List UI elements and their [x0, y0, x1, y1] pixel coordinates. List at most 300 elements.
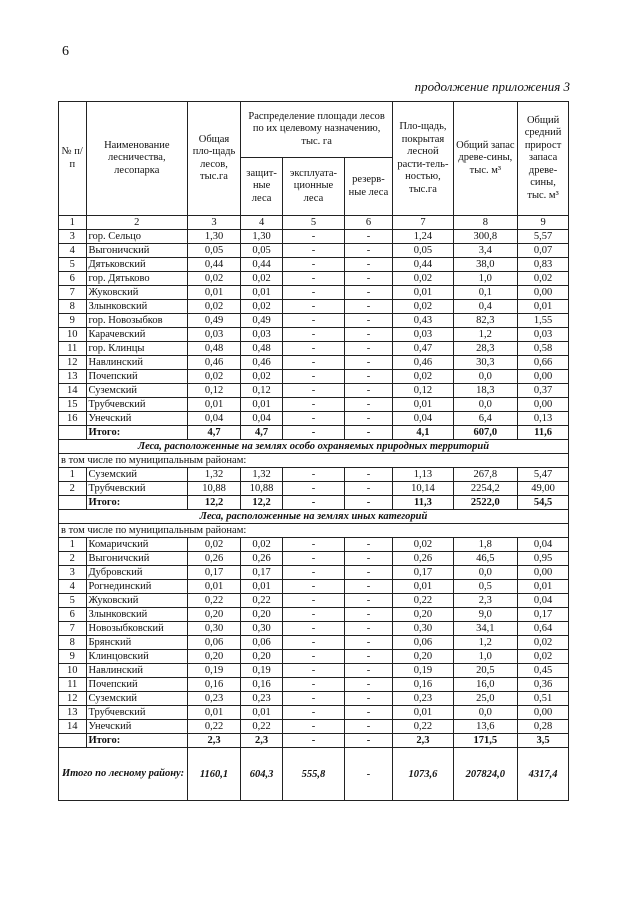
cell-protective: 0,01 — [240, 706, 282, 720]
section-subtitle — [59, 454, 569, 468]
cell-covered-area: 0,20 — [393, 650, 453, 664]
cell-exploitation: - — [283, 734, 344, 748]
cell-exploitation: - — [283, 286, 344, 300]
cell-reserve: - — [344, 412, 393, 426]
section-subtitle — [59, 524, 569, 538]
cell-name: Итого: — [86, 734, 188, 748]
table-row — [59, 594, 569, 608]
cell-reserve: - — [344, 314, 393, 328]
cell-number: 1 — [59, 468, 87, 482]
cell-number: 12 — [59, 692, 87, 706]
cell-growth: 11,6 — [518, 426, 569, 440]
cell-exploitation: - — [283, 678, 344, 692]
continuation-caption: продолжение приложения 3 — [414, 79, 570, 94]
cell-name: Унечский — [86, 412, 188, 426]
cell-exploitation: - — [283, 482, 344, 496]
cell-name: Итого: — [86, 426, 188, 440]
cell-reserve: - — [344, 748, 393, 801]
cell-total-area: 0,22 — [188, 720, 241, 734]
cell-total-area: 12,2 — [188, 496, 241, 510]
cell-name: Комаричский — [86, 538, 188, 552]
table-row — [59, 468, 569, 482]
cell-growth: 9 — [518, 216, 569, 230]
grand-total-label: Итого по лесному району: — [59, 748, 188, 801]
cell-covered-area: 0,04 — [393, 412, 453, 426]
section-title-text: Леса, расположенные на землях иных категорий — [59, 510, 569, 524]
page-number: 6 — [62, 44, 69, 59]
cell-growth: 49,00 — [518, 482, 569, 496]
header-distribution: Распределение площади лесов по их целевому назначению, тыс. га — [240, 102, 392, 158]
cell-growth: 0,02 — [518, 636, 569, 650]
cell-name: 2 — [86, 216, 188, 230]
cell-exploitation: - — [283, 272, 344, 286]
cell-exploitation: - — [283, 566, 344, 580]
cell-total-area: 0,02 — [188, 300, 241, 314]
cell-number: 9 — [59, 650, 87, 664]
cell-protective: 0,44 — [240, 258, 282, 272]
cell-protective: 0,02 — [240, 300, 282, 314]
header-stock: Общий запас древе-сины, тыс. м³ — [453, 102, 518, 216]
cell-protective: 0,04 — [240, 412, 282, 426]
section-subtitle-text: в том числе по муниципальным районам: — [59, 454, 569, 468]
cell-growth: 0,45 — [518, 664, 569, 678]
cell-reserve: - — [344, 552, 393, 566]
cell-number: 10 — [59, 328, 87, 342]
cell-stock: 8 — [453, 216, 518, 230]
cell-name: Жуковский — [86, 286, 188, 300]
cell-protective: 0,01 — [240, 580, 282, 594]
cell-covered-area: 4,1 — [393, 426, 453, 440]
cell-number: 11 — [59, 678, 87, 692]
cell-growth: 0,00 — [518, 706, 569, 720]
cell-growth: 0,28 — [518, 720, 569, 734]
table-row — [59, 552, 569, 566]
cell-total-area: 0,02 — [188, 538, 241, 552]
cell-exploitation: - — [283, 300, 344, 314]
cell-stock: 0,0 — [453, 706, 518, 720]
cell-exploitation: - — [283, 412, 344, 426]
cell-growth: 0,58 — [518, 342, 569, 356]
cell-total-area: 2,3 — [188, 734, 241, 748]
cell-stock: 2254,2 — [453, 482, 518, 496]
cell-exploitation: 5 — [283, 216, 344, 230]
cell-growth: 0,02 — [518, 650, 569, 664]
cell-protective: 4 — [240, 216, 282, 230]
cell-growth: 5,57 — [518, 230, 569, 244]
cell-stock: 28,3 — [453, 342, 518, 356]
cell-protective: 0,46 — [240, 356, 282, 370]
cell-growth: 3,5 — [518, 734, 569, 748]
cell-covered-area: 0,16 — [393, 678, 453, 692]
cell-total-area: 4,7 — [188, 426, 241, 440]
cell-covered-area: 0,30 — [393, 622, 453, 636]
cell-exploitation: - — [283, 608, 344, 622]
cell-total-area: 0,48 — [188, 342, 241, 356]
grand-total-row — [59, 748, 569, 801]
cell-growth: 0,02 — [518, 272, 569, 286]
table-row — [59, 230, 569, 244]
cell-growth: 0,00 — [518, 398, 569, 412]
cell-reserve: - — [344, 566, 393, 580]
cell-total-area: 0,44 — [188, 258, 241, 272]
table-row — [59, 412, 569, 426]
cell-number: 14 — [59, 384, 87, 398]
cell-stock: 267,8 — [453, 468, 518, 482]
cell-total-area: 1160,1 — [188, 748, 241, 801]
cell-covered-area: 0,02 — [393, 370, 453, 384]
cell-name: Брянский — [86, 636, 188, 650]
cell-reserve: - — [344, 622, 393, 636]
table-row — [59, 482, 569, 496]
cell-protective: 0,16 — [240, 678, 282, 692]
cell-protective: 0,03 — [240, 328, 282, 342]
cell-stock: 1,2 — [453, 636, 518, 650]
table-header — [59, 102, 569, 216]
cell-stock: 16,0 — [453, 678, 518, 692]
cell-exploitation: - — [283, 594, 344, 608]
cell-stock: 34,1 — [453, 622, 518, 636]
cell-reserve: - — [344, 594, 393, 608]
header-covered-area: Пло-щадь, покрытая лесной расти-тель-ностью, тыс.га — [393, 102, 453, 216]
column-index-row — [59, 216, 569, 230]
cell-name: гор. Дятьково — [86, 272, 188, 286]
header-number: № п/п — [59, 102, 87, 216]
header-name: Наименование лесничества, лесопарка — [86, 102, 188, 216]
cell-stock: 0,0 — [453, 566, 518, 580]
cell-growth: 0,37 — [518, 384, 569, 398]
cell-covered-area: 10,14 — [393, 482, 453, 496]
table-row — [59, 272, 569, 286]
header-total-area: Общая пло-щадь лесов, тыс.га — [188, 102, 241, 216]
cell-covered-area: 0,22 — [393, 720, 453, 734]
cell-covered-area: 0,06 — [393, 636, 453, 650]
table-row — [59, 664, 569, 678]
cell-covered-area: 0,01 — [393, 580, 453, 594]
cell-reserve: - — [344, 370, 393, 384]
cell-stock: 9,0 — [453, 608, 518, 622]
cell-covered-area: 0,12 — [393, 384, 453, 398]
cell-stock: 6,4 — [453, 412, 518, 426]
cell-growth: 0,36 — [518, 678, 569, 692]
cell-covered-area: 0,19 — [393, 664, 453, 678]
cell-covered-area: 0,01 — [393, 398, 453, 412]
cell-number: 8 — [59, 300, 87, 314]
cell-stock: 2522,0 — [453, 496, 518, 510]
cell-covered-area: 1,13 — [393, 468, 453, 482]
cell-stock: 0,0 — [453, 398, 518, 412]
cell-total-area: 0,26 — [188, 552, 241, 566]
cell-name: Выгоничский — [86, 244, 188, 258]
cell-growth: 0,00 — [518, 286, 569, 300]
cell-growth: 0,13 — [518, 412, 569, 426]
cell-protective: 0,05 — [240, 244, 282, 258]
cell-name: Карачевский — [86, 328, 188, 342]
cell-growth: 5,47 — [518, 468, 569, 482]
cell-name: Новозыбковский — [86, 622, 188, 636]
header-growth: Общий средний прирост запаса древе-сины, тыс. м³ — [518, 102, 569, 216]
cell-number: 14 — [59, 720, 87, 734]
cell-covered-area: 11,3 — [393, 496, 453, 510]
cell-exploitation: - — [283, 398, 344, 412]
cell-protective: 0,26 — [240, 552, 282, 566]
cell-covered-area: 0,43 — [393, 314, 453, 328]
cell-covered-area: 0,02 — [393, 538, 453, 552]
table-row — [59, 678, 569, 692]
cell-exploitation: - — [283, 468, 344, 482]
table-row — [59, 720, 569, 734]
cell-number: 16 — [59, 412, 87, 426]
cell-name: Трубчевский — [86, 398, 188, 412]
cell-name: Злынковский — [86, 300, 188, 314]
cell-growth: 1,55 — [518, 314, 569, 328]
cell-protective: 0,02 — [240, 370, 282, 384]
cell-covered-area: 0,05 — [393, 244, 453, 258]
cell-total-area: 0,19 — [188, 664, 241, 678]
cell-reserve: - — [344, 342, 393, 356]
cell-total-area: 0,01 — [188, 398, 241, 412]
cell-protective: 0,06 — [240, 636, 282, 650]
cell-number: 11 — [59, 342, 87, 356]
cell-exploitation: - — [283, 622, 344, 636]
cell-reserve: - — [344, 482, 393, 496]
cell-protective: 0,12 — [240, 384, 282, 398]
cell-number: 1 — [59, 538, 87, 552]
cell-stock: 607,0 — [453, 426, 518, 440]
cell-total-area: 1,32 — [188, 468, 241, 482]
cell-name: гор. Сельцо — [86, 230, 188, 244]
cell-covered-area: 7 — [393, 216, 453, 230]
table-body — [59, 216, 569, 801]
cell-stock: 20,5 — [453, 664, 518, 678]
cell-number: 6 — [59, 608, 87, 622]
cell-reserve: - — [344, 706, 393, 720]
cell-reserve: - — [344, 230, 393, 244]
cell-covered-area: 0,03 — [393, 328, 453, 342]
cell-reserve: - — [344, 272, 393, 286]
total-row — [59, 496, 569, 510]
cell-stock: 3,4 — [453, 244, 518, 258]
cell-total-area: 0,03 — [188, 328, 241, 342]
cell-exploitation: - — [283, 384, 344, 398]
cell-exploitation: - — [283, 538, 344, 552]
header-reserve: резерв-ные леса — [344, 158, 393, 216]
cell-reserve: - — [344, 636, 393, 650]
cell-total-area: 0,04 — [188, 412, 241, 426]
cell-reserve: - — [344, 496, 393, 510]
table-row — [59, 706, 569, 720]
total-row — [59, 426, 569, 440]
cell-growth: 0,00 — [518, 566, 569, 580]
cell-growth: 0,04 — [518, 594, 569, 608]
cell-stock: 0,1 — [453, 286, 518, 300]
cell-exploitation: - — [283, 314, 344, 328]
cell-name: Выгоничский — [86, 552, 188, 566]
cell-reserve: - — [344, 608, 393, 622]
cell-reserve: - — [344, 580, 393, 594]
cell-reserve: - — [344, 692, 393, 706]
cell-exploitation: - — [283, 370, 344, 384]
cell-growth: 0,01 — [518, 300, 569, 314]
cell-protective: 0,17 — [240, 566, 282, 580]
cell-covered-area: 0,44 — [393, 258, 453, 272]
table-row — [59, 356, 569, 370]
cell-name: Трубчевский — [86, 706, 188, 720]
section-subtitle-text: в том числе по муниципальным районам: — [59, 524, 569, 538]
cell-growth: 0,51 — [518, 692, 569, 706]
table-row — [59, 370, 569, 384]
cell-exploitation: - — [283, 692, 344, 706]
cell-name: Трубчевский — [86, 482, 188, 496]
cell-growth: 0,07 — [518, 244, 569, 258]
cell-protective: 0,19 — [240, 664, 282, 678]
cell-name: Суземский — [86, 468, 188, 482]
cell-total-area: 0,49 — [188, 314, 241, 328]
cell-stock: 207824,0 — [453, 748, 518, 801]
forest-area-table — [58, 101, 569, 801]
cell-total-area: 0,30 — [188, 622, 241, 636]
cell-protective: 4,7 — [240, 426, 282, 440]
cell-covered-area: 1,24 — [393, 230, 453, 244]
cell-total-area: 0,01 — [188, 706, 241, 720]
cell-number: 1 — [59, 216, 87, 230]
cell-reserve: - — [344, 426, 393, 440]
cell-stock: 25,0 — [453, 692, 518, 706]
cell-total-area: 1,30 — [188, 230, 241, 244]
cell-total-area: 0,20 — [188, 650, 241, 664]
cell-exploitation: - — [283, 426, 344, 440]
cell-growth: 0,66 — [518, 356, 569, 370]
cell-exploitation: - — [283, 244, 344, 258]
cell-covered-area: 0,02 — [393, 272, 453, 286]
cell-stock: 13,6 — [453, 720, 518, 734]
cell-reserve: - — [344, 734, 393, 748]
cell-number — [59, 496, 87, 510]
cell-name: Навлинский — [86, 664, 188, 678]
cell-reserve: 6 — [344, 216, 393, 230]
header-protective: защит-ные леса — [240, 158, 282, 216]
cell-protective: 1,30 — [240, 230, 282, 244]
cell-exploitation: - — [283, 706, 344, 720]
cell-total-area: 0,12 — [188, 384, 241, 398]
cell-exploitation: - — [283, 580, 344, 594]
cell-stock: 18,3 — [453, 384, 518, 398]
table-row — [59, 692, 569, 706]
cell-reserve: - — [344, 468, 393, 482]
cell-growth: 0,00 — [518, 370, 569, 384]
cell-covered-area: 0,47 — [393, 342, 453, 356]
cell-number: 9 — [59, 314, 87, 328]
cell-exploitation: - — [283, 258, 344, 272]
cell-total-area: 0,02 — [188, 272, 241, 286]
cell-growth: 0,04 — [518, 538, 569, 552]
cell-reserve: - — [344, 650, 393, 664]
cell-reserve: - — [344, 244, 393, 258]
table-row — [59, 286, 569, 300]
cell-number: 3 — [59, 230, 87, 244]
cell-covered-area: 1073,6 — [393, 748, 453, 801]
cell-protective: 0,23 — [240, 692, 282, 706]
cell-protective: 0,02 — [240, 538, 282, 552]
cell-total-area: 3 — [188, 216, 241, 230]
cell-total-area: 0,23 — [188, 692, 241, 706]
cell-protective: 0,20 — [240, 608, 282, 622]
table-row — [59, 650, 569, 664]
cell-name: Клинцовский — [86, 650, 188, 664]
cell-exploitation: - — [283, 664, 344, 678]
cell-growth: 0,83 — [518, 258, 569, 272]
cell-number — [59, 734, 87, 748]
cell-stock: 300,8 — [453, 230, 518, 244]
cell-number: 2 — [59, 482, 87, 496]
cell-number — [59, 426, 87, 440]
table-row — [59, 342, 569, 356]
cell-name: Итого: — [86, 496, 188, 510]
cell-number: 6 — [59, 272, 87, 286]
cell-growth: 0,17 — [518, 608, 569, 622]
table-row — [59, 566, 569, 580]
cell-protective: 604,3 — [240, 748, 282, 801]
cell-number: 15 — [59, 398, 87, 412]
table-row — [59, 384, 569, 398]
cell-protective: 0,02 — [240, 272, 282, 286]
cell-name: Почепский — [86, 678, 188, 692]
cell-protective: 0,22 — [240, 720, 282, 734]
cell-exploitation: - — [283, 636, 344, 650]
cell-protective: 0,20 — [240, 650, 282, 664]
cell-name: Рогнединский — [86, 580, 188, 594]
cell-growth: 0,64 — [518, 622, 569, 636]
cell-covered-area: 0,22 — [393, 594, 453, 608]
cell-growth: 0,95 — [518, 552, 569, 566]
cell-total-area: 0,06 — [188, 636, 241, 650]
cell-name: Унечский — [86, 720, 188, 734]
table-row — [59, 300, 569, 314]
cell-covered-area: 2,3 — [393, 734, 453, 748]
cell-stock: 0,4 — [453, 300, 518, 314]
table-row — [59, 636, 569, 650]
cell-total-area: 0,05 — [188, 244, 241, 258]
table-row — [59, 244, 569, 258]
cell-exploitation: - — [283, 552, 344, 566]
cell-number: 10 — [59, 664, 87, 678]
cell-number: 4 — [59, 580, 87, 594]
cell-reserve: - — [344, 664, 393, 678]
cell-name: Дубровский — [86, 566, 188, 580]
cell-number: 13 — [59, 706, 87, 720]
cell-covered-area: 0,46 — [393, 356, 453, 370]
cell-number: 13 — [59, 370, 87, 384]
cell-total-area: 0,22 — [188, 594, 241, 608]
cell-growth: 0,01 — [518, 580, 569, 594]
cell-total-area: 0,01 — [188, 580, 241, 594]
section-title — [59, 440, 569, 454]
cell-total-area: 0,17 — [188, 566, 241, 580]
table-row — [59, 314, 569, 328]
cell-stock: 1,0 — [453, 650, 518, 664]
cell-stock: 82,3 — [453, 314, 518, 328]
cell-covered-area: 0,26 — [393, 552, 453, 566]
cell-name: Дятьковский — [86, 258, 188, 272]
cell-protective: 0,01 — [240, 286, 282, 300]
cell-stock: 171,5 — [453, 734, 518, 748]
cell-protective: 0,22 — [240, 594, 282, 608]
cell-reserve: - — [344, 356, 393, 370]
cell-protective: 12,2 — [240, 496, 282, 510]
cell-total-area: 10,88 — [188, 482, 241, 496]
cell-total-area: 0,46 — [188, 356, 241, 370]
cell-stock: 46,5 — [453, 552, 518, 566]
cell-covered-area: 0,23 — [393, 692, 453, 706]
